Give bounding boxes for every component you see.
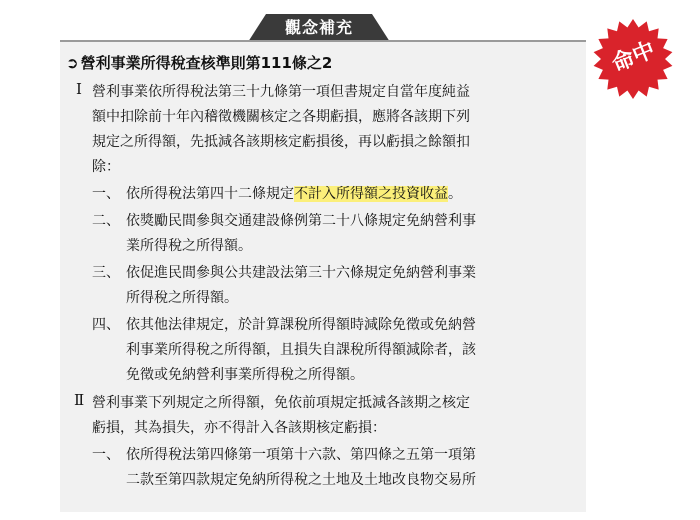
item-text: 依獎勵民間參與交通建設條例第二十八條規定免納營利事: [126, 213, 476, 229]
badge-label: 命中: [608, 37, 659, 78]
item-text: 所得稅之所得額。: [126, 290, 238, 306]
item-label: 一、: [92, 186, 120, 202]
item-text: 利事業所得稅之所得額，且損失自課稅所得額減除者，該: [126, 342, 476, 358]
item-text: 免徵或免納營利事業所得稅之所得額。: [126, 367, 364, 383]
item-tail: 。: [448, 186, 462, 202]
item-label: 四、: [92, 317, 120, 333]
item-label: 二、: [92, 213, 120, 229]
item-text: 業所得稅之所得額。: [126, 238, 252, 254]
section-1-numeral: Ⅰ: [76, 80, 82, 98]
item-text: 依促進民間參與公共建設法第三十六條規定免納營利事業: [126, 265, 476, 281]
item-text: 依所得稅法第四十二條規定: [126, 186, 294, 202]
item-text: 依其他法律規定，於計算課稅所得額時減除免徵或免納營: [126, 317, 476, 333]
arrow-icon: ➲: [66, 54, 79, 72]
section-2-line: 虧損，其為損失，亦不得計入各該期核定虧損：: [92, 420, 386, 436]
item-label: 三、: [92, 265, 120, 281]
tab-label: 觀念補充: [284, 18, 353, 37]
section-1-line: 營利事業依所得稅法第三十九條第一項但書規定自當年度純益: [92, 84, 470, 100]
item-label: 一、: [92, 447, 120, 463]
item-text: 二款至第四款規定免納所得稅之土地及土地改良物交易所: [126, 472, 476, 488]
section-tab: [248, 14, 390, 42]
regulation-heading: [66, 52, 332, 73]
section-1-line: 除：: [92, 159, 120, 175]
section-1-line: 規定之所得額，先抵減各該期核定虧損後，再以虧損之餘額扣: [92, 134, 470, 150]
section-2-line: 營利事業下列規定之所得額，免依前項規定抵減各該期之核定: [92, 395, 470, 411]
section-1-line: 額中扣除前十年內稽徵機關核定之各期虧損，應將各該期下列: [92, 109, 470, 125]
concept-box: [60, 40, 586, 512]
regulation-title: 營利事業所得稅查核準則第111條之2: [80, 54, 333, 72]
list-item: [126, 183, 462, 203]
section-2-numeral: Ⅱ: [74, 391, 85, 409]
item-text: 依所得稅法第四條第一項第十六款、第四條之五第一項第: [126, 447, 476, 463]
highlighted-text: 不計入所得額之投資收益: [294, 186, 448, 202]
